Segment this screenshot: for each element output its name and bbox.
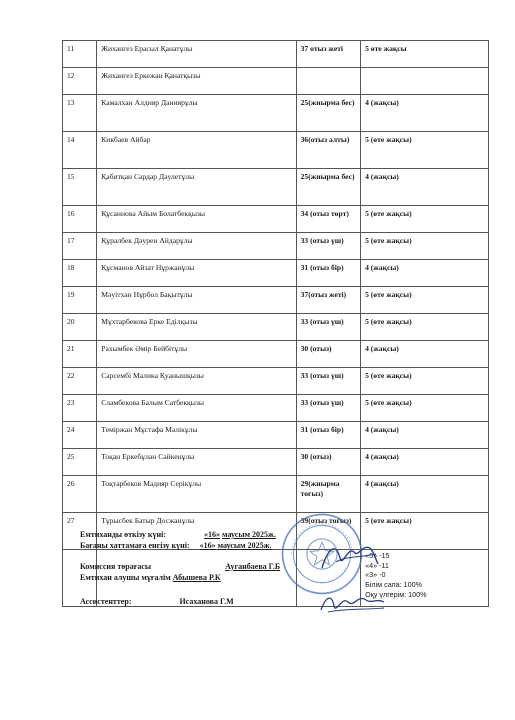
row-number: 26 [63,476,97,513]
count-3: «3» -0 [365,570,386,580]
protocol-date-day: «16» [199,541,216,550]
row-number: 25 [63,449,97,476]
row-number: 14 [63,132,97,169]
student-name: Қабитқан Сардар Дәулетұлы [97,169,296,206]
chair-name: Ауганбаева Г.Б [225,562,281,571]
grade-cell [361,68,489,95]
score-cell: 31 (отыз бір) [296,260,360,287]
student-name: Камалхан Алдияр Даниярұлы [97,95,296,132]
score-cell: 30 (отыз) [296,449,360,476]
table-row [63,41,489,68]
row-number: 13 [63,95,97,132]
row-number: 15 [63,169,97,206]
row-number: 18 [63,260,97,287]
row-number: 21 [63,341,97,368]
protocol-date-label: Бағаны хаттамаға енгізу күні: [80,541,190,550]
exam-date-day: «16» [204,530,221,539]
student-name: Сарсембі Малика Қуанышқызы [97,368,296,395]
table-row [63,476,489,513]
success-rate: Оқу үлгерім: 100% [365,589,427,599]
quality-rate: Білім сапа: 100% [365,580,422,590]
score-cell [296,68,360,95]
grade-cell: 4 (жақсы) [361,341,489,368]
grade-cell: 5 (өте жақсы) [361,513,489,550]
student-name: Тоқан Еркебұлан Сәйкенұлы [97,449,296,476]
student-name: Құралбек Дәурен Айдарұлы [97,233,296,260]
grade-cell: 4 (жақсы) [361,476,489,513]
row-number: 11 [63,41,97,68]
row-number: 16 [63,206,97,233]
grade-cell: 5 (өте жақсы) [361,287,489,314]
grade-cell: 5 (өте жақсы) [361,206,489,233]
chair-signature [318,538,382,576]
assistant-signature [318,590,388,618]
student-name: Жихангез Ерасыл Қанатұлы [97,41,296,68]
table-row [63,260,489,287]
grade-cell: 4 (жақсы) [361,260,489,287]
protocol-date-rest: маусым 2025ж. [217,541,272,550]
student-name: Тұрысбек Батыр Досжанұлы [97,513,296,550]
table-row [63,368,489,395]
grades-table [62,40,489,607]
score-cell: 25(жиырма бес) [296,169,360,206]
student-name: Мұхтарбекова Ерке Еділқызы [97,314,296,341]
teacher-label: Емтихан алушы мұғалім [80,573,171,582]
teacher-name: Абышева Р.К [172,573,221,582]
score-cell: 37(отыз жеті) [296,287,360,314]
count-5: «5» -15 [365,551,390,560]
table-row [63,169,489,206]
table-row [63,233,489,260]
student-name: Құсманов Айзат Нұржанұлы [97,260,296,287]
row-number: 24 [63,422,97,449]
student-name: Сламбекова Балым Сатбекқызы [97,395,296,422]
grade-cell: 4 (жақсы) [361,449,489,476]
score-cell: 39(отыз тоғыз) [296,513,360,550]
table-row [63,206,489,233]
grade-cell: 5 (өте жақсы) [361,314,489,341]
exam-date-rest: маусым 2025ж. [222,530,276,539]
student-name: Рахымбек Әмір Бейбітұлы [97,341,296,368]
score-cell: 36(отыз алты) [296,132,360,169]
row-number: 23 [63,395,97,422]
table-row [63,68,489,95]
assistants-label: Ассистенттер: [80,597,132,606]
table-row [63,395,489,422]
table-row [63,95,489,132]
score-cell: 33 (отыз үш) [296,233,360,260]
exam-date-label: Емтиханды өткізу күні: [80,530,167,539]
table-row [63,449,489,476]
table-row [63,422,489,449]
grade-cell: 5 (өте жақсы) [361,368,489,395]
student-name: Теміржан Мұстафа Мәлікұлы [97,422,296,449]
score-cell: 29(жиырма тоғыз) [296,476,360,513]
grade-cell: 5 (өте жақсы) [361,132,489,169]
grade-cell: 4 (жақсы) [361,95,489,132]
grade-cell: 5 (өте жақсы) [361,395,489,422]
row-number: 17 [63,233,97,260]
score-cell: 33 (отыз үш) [296,395,360,422]
row-number: 27 [63,513,97,550]
score-cell: 33 (отыз үш) [296,314,360,341]
score-cell: 33 (отыз үш) [296,368,360,395]
score-cell: 25(жиырма бес) [296,95,360,132]
row-number: 19 [63,287,97,314]
assistant-name: Исаханова Г.М [179,597,234,606]
grade-cell: 5 өте жақсы [361,41,489,68]
score-cell: 31 (отыз бір) [296,422,360,449]
table-row [63,132,489,169]
score-cell: 34 (отыз төрт) [296,206,360,233]
score-cell: 30 (отыз) [296,341,360,368]
row-number: 20 [63,314,97,341]
row-number: 22 [63,368,97,395]
student-name: Мәуітхан Нұрбол Бақытұлы [97,287,296,314]
table-row [63,287,489,314]
student-name: Кикбаев Айбар [97,132,296,169]
student-name: Жихангез Еркежан Қанатқызы [97,68,296,95]
count-4: «4» -11 [365,560,389,570]
student-name: Тоқтарбеков Мадияр Серікұлы [97,476,296,513]
grade-cell: 4 (жақсы) [361,169,489,206]
row-number: 12 [63,68,97,95]
student-name: Құсаинова Айым Болатбекқызы [97,206,296,233]
table-row [63,314,489,341]
grade-cell: 5 (өте жақсы) [361,233,489,260]
chair-label: Комиссия төрағасы [80,562,152,571]
score-cell: 37 отыз жеті [296,41,360,68]
grade-cell: 4 (жақсы) [361,422,489,449]
table-row [63,341,489,368]
